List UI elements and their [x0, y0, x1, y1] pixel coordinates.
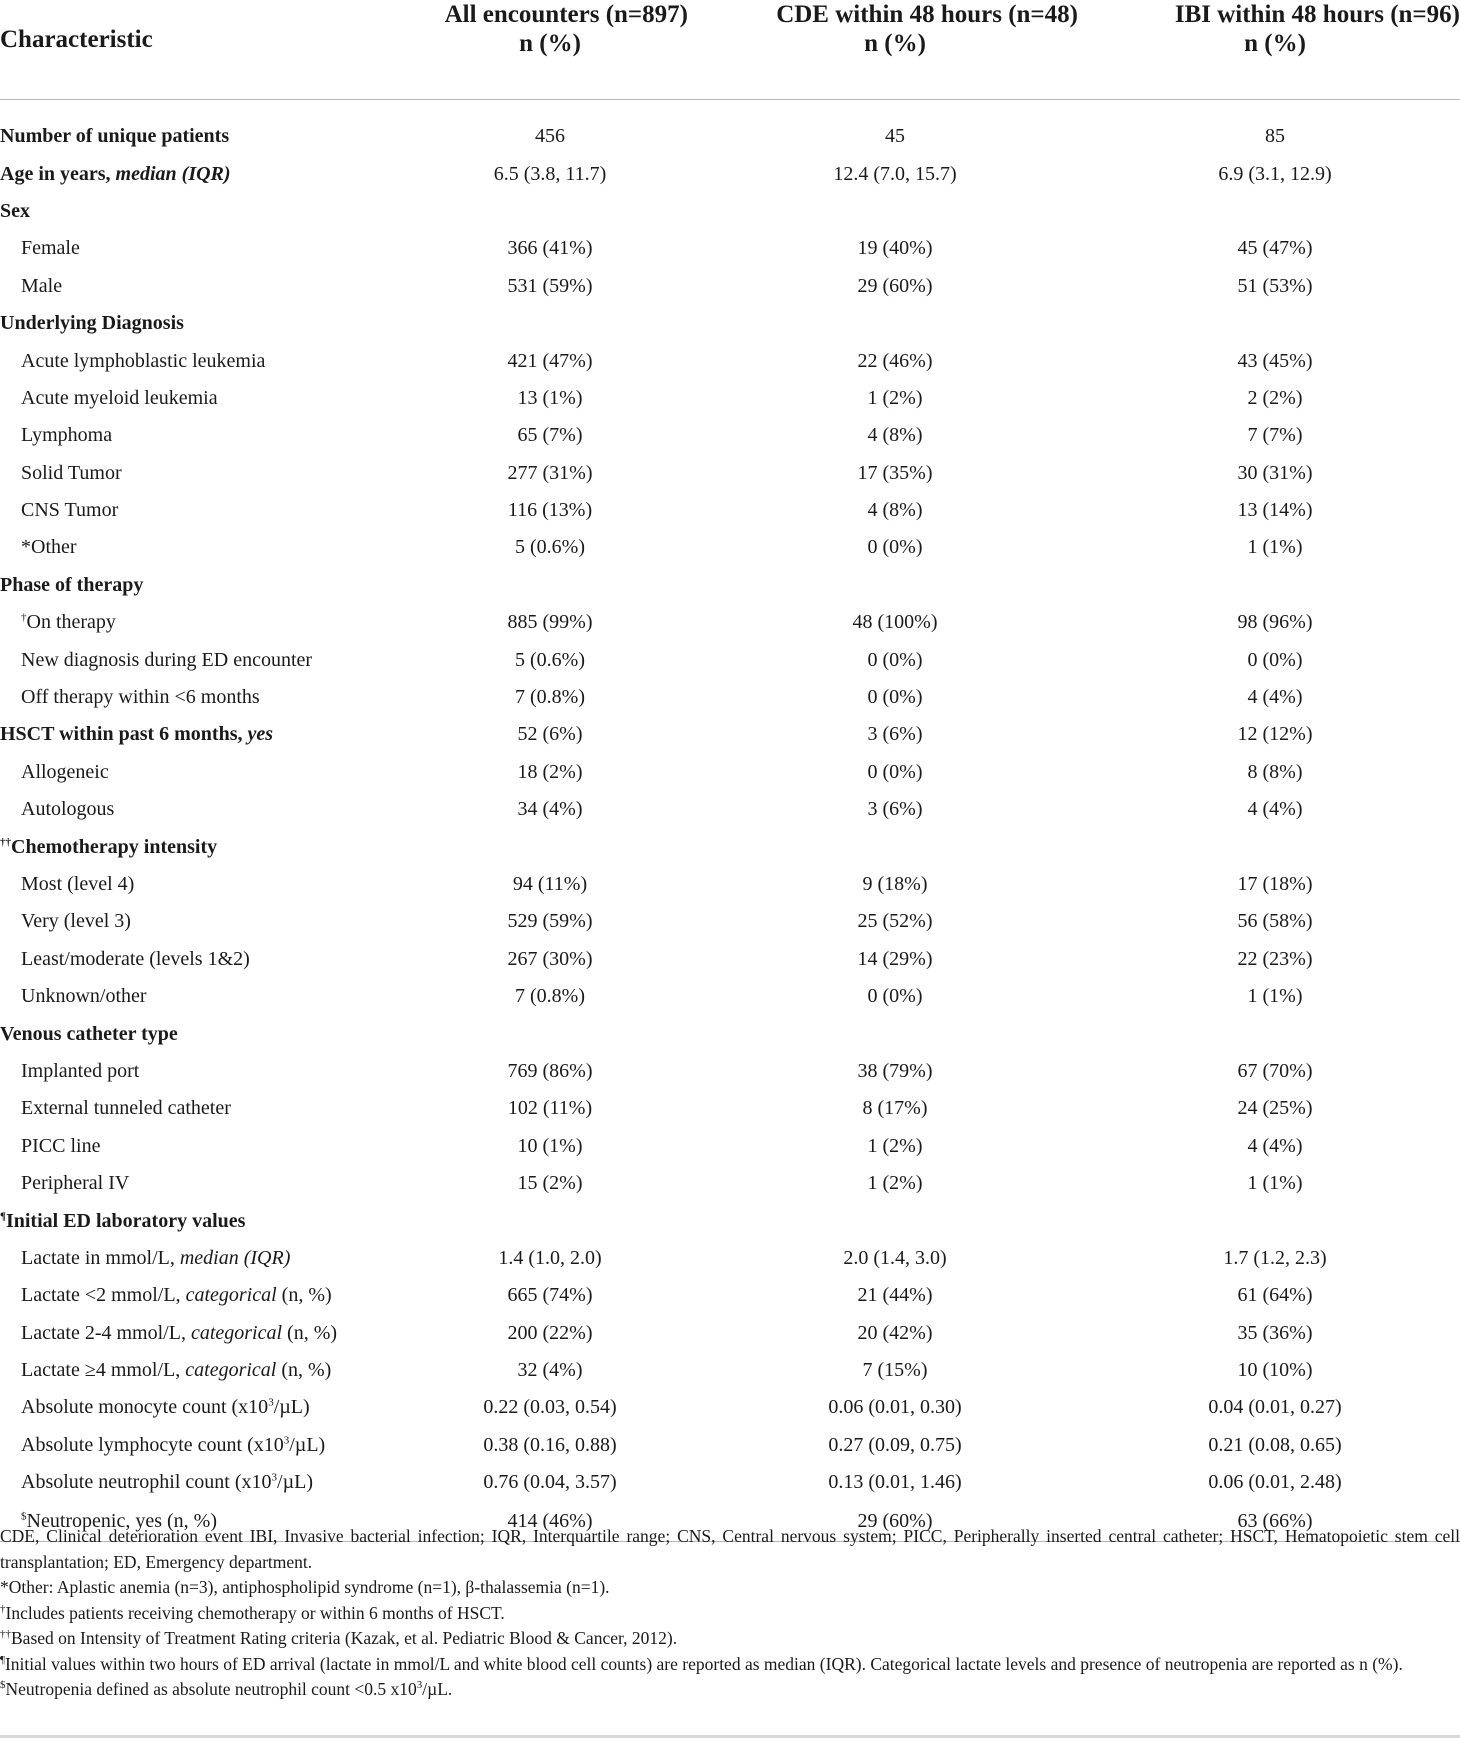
cell-value: [700, 305, 1090, 342]
footnote: [0, 1601, 1460, 1627]
row-label: [0, 679, 400, 716]
cell-value: 85: [1265, 125, 1285, 148]
footnote-marker: ¶: [0, 1653, 5, 1666]
label-text: Absolute lymphocyte count (x10: [21, 1433, 284, 1456]
cell-value: 45 (47%): [1237, 237, 1313, 260]
cell-value: 22 (46%): [857, 349, 933, 372]
table-row: [0, 529, 1460, 566]
label-text: Number of unique patients: [0, 125, 230, 148]
row-label: [0, 1427, 400, 1464]
label-text: Underlying Diagnosis: [0, 312, 184, 335]
row-label: [0, 828, 400, 865]
label-text: Venous catheter type: [0, 1022, 178, 1045]
cell-value: 0 (0%): [867, 686, 923, 709]
cell-value: 29 (60%): [700, 1501, 1090, 1542]
table-row: [0, 679, 1460, 716]
table-row: [0, 1240, 1460, 1277]
cell-value: 25 (52%): [857, 910, 933, 933]
label-text: Phase of therapy: [0, 573, 144, 596]
footnote-marker: ††: [0, 835, 11, 848]
table-row: [0, 1315, 1460, 1352]
table-row: [0, 903, 1460, 940]
cell-value: [400, 1202, 700, 1239]
cell-value: 22 (23%): [1237, 947, 1313, 970]
label-text: PICC line: [21, 1134, 101, 1157]
cell-value: 456: [535, 125, 565, 148]
cell-value: 0.04 (0.01, 0.27): [1208, 1396, 1342, 1419]
unit-superscript: 3: [416, 1679, 423, 1692]
row-label: [0, 604, 400, 641]
cell-value: 1 (1%): [1247, 985, 1303, 1008]
label-text: Unknown/other: [21, 985, 147, 1008]
row-label: [0, 1128, 400, 1165]
header-cde: CDE within 48 hours (n=48) n (%): [700, 0, 1090, 100]
cell-value: 15 (2%): [517, 1172, 583, 1195]
label-text: Acute lymphoblastic leukemia: [21, 349, 266, 372]
cell-value: 51 (53%): [1237, 274, 1313, 297]
cell-value: 17 (35%): [857, 461, 933, 484]
cell-value: 12.4 (7.0, 15.7): [833, 162, 957, 185]
row-label: [0, 1277, 400, 1314]
cell-value: [1090, 305, 1460, 342]
cell-value: 769 (86%): [507, 1059, 593, 1082]
cell-value: 0.21 (0.08, 0.65): [1208, 1433, 1342, 1456]
cell-value: 414 (46%): [400, 1501, 700, 1542]
table-row: [0, 1427, 1460, 1464]
cell-value: [700, 828, 1090, 865]
label-text: Chemotherapy intensity: [11, 835, 218, 858]
label-text: Sex: [0, 199, 30, 222]
footnote: [0, 1524, 1460, 1575]
cell-value: 885 (99%): [507, 611, 593, 634]
cell-value: 0 (0%): [867, 985, 923, 1008]
footnote-text: Includes patients receiving chemotherapy or within 6 months of HSCT.: [5, 1602, 505, 1623]
header-all-encounters: All encounters (n=897) n (%): [400, 0, 700, 100]
cell-value: 0.38 (0.16, 0.88): [483, 1433, 617, 1456]
table-row: [0, 417, 1460, 454]
footnote: [0, 1626, 1460, 1652]
label-emphasis: median (IQR): [179, 1246, 291, 1269]
cell-value: 9 (18%): [862, 873, 928, 895]
label-text: Female: [21, 237, 80, 260]
label-tail: (n, %): [276, 1359, 332, 1382]
row-label: [0, 1165, 400, 1202]
cell-value: 30 (31%): [1237, 461, 1313, 484]
table-row: [0, 941, 1460, 978]
row-label: [0, 118, 400, 155]
cell-value: 1 (2%): [867, 1134, 923, 1157]
label-emphasis: categorical: [190, 1321, 283, 1344]
label-text: Solid Tumor: [21, 461, 122, 484]
header-ibi: IBI within 48 hours (n=96) n (%): [1090, 0, 1460, 100]
cell-value: 0 (0%): [867, 648, 923, 671]
table-row: [0, 1015, 1460, 1052]
cell-value: 7 (7%): [1247, 424, 1303, 447]
cell-value: 61 (64%): [1237, 1284, 1313, 1307]
row-label: [0, 903, 400, 940]
footnote-marker: $: [21, 1510, 27, 1523]
table-row: [0, 791, 1460, 828]
label-text: Initial ED laboratory values: [5, 1209, 246, 1232]
footnote: [0, 1677, 1460, 1703]
footnote-text: *Other: Aplastic anemia (n=3), antiphospholipid syndrome (n=1), β-thalassemia (n=1).: [0, 1577, 610, 1597]
cell-value: [400, 1015, 700, 1052]
table-row: [0, 866, 1460, 903]
table-row: [0, 342, 1460, 379]
table-row: [0, 604, 1460, 641]
row-label: [0, 1464, 400, 1501]
cell-value: 421 (47%): [507, 349, 593, 372]
row-label: [0, 791, 400, 828]
cell-value: 35 (36%): [1237, 1321, 1313, 1344]
table-row: [0, 305, 1460, 342]
table-row: [0, 230, 1460, 267]
cell-value: 24 (25%): [1237, 1097, 1313, 1120]
footnote-marker: †: [21, 611, 27, 624]
label-text: Acute myeloid leukemia: [21, 386, 218, 409]
cell-value: 34 (4%): [517, 798, 583, 821]
label-text: Age in years,: [0, 162, 116, 185]
table-row: [0, 828, 1460, 865]
label-text: Autologous: [21, 798, 115, 821]
cell-value: 0.22 (0.03, 0.54): [483, 1396, 617, 1419]
cell-value: 12 (12%): [1237, 723, 1313, 746]
cell-value: 4 (8%): [867, 499, 923, 522]
table-row: [0, 1128, 1460, 1165]
table-row: [0, 1165, 1460, 1202]
row-label: [0, 941, 400, 978]
cell-value: 0 (0%): [867, 536, 923, 559]
cell-value: [700, 193, 1090, 230]
cell-value: 267 (30%): [507, 947, 593, 970]
table-row: [0, 1053, 1460, 1090]
cell-value: 13 (14%): [1237, 499, 1313, 522]
cell-value: 14 (29%): [857, 947, 933, 970]
cell-value: 17 (18%): [1237, 873, 1313, 895]
cell-value: 1.7 (1.2, 2.3): [1223, 1246, 1327, 1269]
row-label: [0, 1352, 400, 1389]
cell-value: 531 (59%): [507, 274, 593, 297]
table-row: [0, 641, 1460, 678]
cell-value: 4 (8%): [867, 424, 923, 447]
row-label: [0, 1389, 400, 1426]
row-label: [0, 380, 400, 417]
table-row: [0, 567, 1460, 604]
row-label: [0, 268, 400, 305]
cell-value: 94 (11%): [512, 873, 588, 895]
unit-superscript: 3: [283, 1434, 290, 1447]
label-text: Least/moderate (levels 1&2): [21, 947, 250, 970]
cell-value: 19 (40%): [857, 237, 933, 260]
cell-value: 52 (6%): [517, 723, 583, 746]
row-label: [0, 754, 400, 791]
table-header: [0, 0, 1460, 100]
cell-value: [700, 1015, 1090, 1052]
label-text: Lactate ≥4 mmol/L,: [21, 1359, 186, 1382]
cell-value: 4 (4%): [1247, 1134, 1303, 1157]
footnote-tail: /µL.: [422, 1679, 453, 1699]
row-label: [0, 641, 400, 678]
footnote: [0, 1575, 1460, 1601]
label-text: *Other: [21, 536, 77, 559]
cell-value: 0.06 (0.01, 2.48): [1208, 1471, 1342, 1494]
label-text: Lactate in mmol/L,: [21, 1246, 180, 1269]
cell-value: [700, 567, 1090, 604]
label-tail: /µL): [289, 1433, 326, 1456]
label-text: Implanted port: [21, 1059, 140, 1082]
cell-value: 116 (13%): [507, 499, 593, 522]
label-emphasis: median (IQR): [115, 162, 231, 185]
unit-superscript: 3: [271, 1471, 278, 1484]
cell-value: [400, 828, 700, 865]
cell-value: 200 (22%): [507, 1321, 593, 1344]
label-emphasis: categorical: [185, 1359, 277, 1382]
cell-value: 48 (100%): [852, 611, 938, 634]
cell-value: 2 (2%): [1247, 386, 1303, 409]
cell-value: 366 (41%): [507, 237, 593, 260]
row-label: [0, 342, 400, 379]
cell-value: 1 (2%): [867, 1172, 923, 1195]
cell-value: [1090, 1202, 1460, 1239]
cell-value: 4 (4%): [1247, 686, 1303, 709]
footnote-marker: †: [0, 1602, 6, 1615]
table-row: [0, 455, 1460, 492]
cell-value: [1090, 193, 1460, 230]
table-row: [0, 1202, 1460, 1239]
cell-value: 21 (44%): [857, 1284, 933, 1307]
cell-value: 7 (15%): [862, 1359, 928, 1382]
cell-value: 8 (8%): [1247, 760, 1303, 783]
cell-value: 277 (31%): [507, 461, 593, 484]
cell-value: 7 (0.8%): [515, 985, 585, 1008]
cell-value: 5 (0.6%): [515, 648, 585, 671]
row-label: [0, 155, 400, 192]
cell-value: 45: [885, 125, 905, 148]
footnote-marker: $: [0, 1679, 6, 1692]
table-row: [0, 380, 1460, 417]
row-label: [0, 193, 400, 230]
cell-value: 4 (4%): [1247, 798, 1303, 821]
row-label: [0, 305, 400, 342]
table-row: [0, 1464, 1460, 1501]
row-label: [0, 1015, 400, 1052]
footnote-text: Based on Intensity of Treatment Rating criteria (Kazak, et al. Pediatric Blood & Cancer, 2012).: [11, 1628, 678, 1648]
row-label: [0, 978, 400, 1015]
label-text: Lymphoma: [21, 424, 113, 447]
label-text: Lactate <2 mmol/L,: [21, 1284, 186, 1307]
cell-value: 20 (42%): [857, 1321, 933, 1344]
cell-value: 3 (6%): [867, 798, 923, 821]
row-label: [0, 1090, 400, 1127]
cell-value: 1 (1%): [1247, 1172, 1303, 1195]
cell-value: 56 (58%): [1237, 910, 1313, 933]
table-row: [0, 118, 1460, 155]
cell-value: [400, 305, 700, 342]
cell-value: [1090, 567, 1460, 604]
table-row: [0, 716, 1460, 753]
cell-value: 0.06 (0.01, 0.30): [828, 1396, 962, 1419]
label-text: Allogeneic: [21, 760, 109, 783]
cell-value: 10 (1%): [517, 1134, 583, 1157]
cell-value: [400, 567, 700, 604]
cell-value: 0 (0%): [1247, 648, 1303, 671]
footnote-text: Neutropenia defined as absolute neutrophil count <0.5 x10: [5, 1679, 417, 1699]
row-label: [0, 492, 400, 529]
table-row: [0, 268, 1460, 305]
label-text: Male: [21, 274, 63, 297]
cell-value: 43 (45%): [1237, 349, 1313, 372]
row-label: [0, 230, 400, 267]
label-emphasis: yes: [247, 723, 274, 746]
cell-value: 6.9 (3.1, 12.9): [1218, 162, 1332, 185]
table-row: [0, 1277, 1460, 1314]
label-emphasis: categorical: [185, 1284, 277, 1307]
label-text: External tunneled catheter: [21, 1097, 231, 1120]
row-label: [0, 1315, 400, 1352]
cell-value: [400, 193, 700, 230]
cell-value: [700, 1202, 1090, 1239]
cell-value: 665 (74%): [507, 1284, 593, 1307]
cell-value: 32 (4%): [517, 1359, 583, 1382]
cell-value: 2.0 (1.4, 3.0): [843, 1246, 947, 1269]
label-text: On therapy: [26, 611, 116, 634]
label-tail: (n, %): [282, 1321, 338, 1344]
label-text: CNS Tumor: [21, 499, 119, 522]
label-text: Very (level 3): [21, 910, 131, 933]
row-label: [0, 1240, 400, 1277]
label-tail: /µL): [277, 1471, 313, 1494]
label-text: Absolute neutrophil count (x10: [21, 1471, 272, 1494]
cell-value: 18 (2%): [517, 760, 583, 783]
header-characteristic: Characteristic: [0, 0, 400, 100]
cell-value: 1.4 (1.0, 2.0): [498, 1246, 602, 1269]
cell-value: 0.27 (0.09, 0.75): [828, 1433, 962, 1456]
row-label: [0, 417, 400, 454]
cell-value: 38 (79%): [857, 1059, 933, 1082]
footnote-marker: ††: [0, 1628, 11, 1641]
row-label: [0, 716, 400, 753]
row-label: [0, 455, 400, 492]
cell-value: 13 (1%): [517, 386, 583, 409]
table-row: [0, 978, 1460, 1015]
cell-value: 0.76 (0.04, 3.57): [483, 1471, 617, 1494]
footnote-text: CDE, Clinical deterioration event IBI, Invasive bacterial infection; IQR, Interquartile range; CNS, Central nervous system; PICC, Peripherally inserted central catheter; HSCT, Hematopoietic stem cell transplantation; ED, Emergency department.: [0, 1526, 1460, 1572]
cell-value: 3 (6%): [867, 723, 923, 746]
label-text: New diagnosis during ED encounter: [21, 648, 313, 671]
cell-value: 1 (2%): [867, 386, 923, 409]
label-tail: /µL): [273, 1396, 310, 1419]
table-row: [0, 1389, 1460, 1426]
label-text: Neutropenic, yes (n, %): [26, 1509, 217, 1532]
label-text: Peripheral IV: [21, 1172, 130, 1195]
row-label: [0, 529, 400, 566]
table-row: [0, 1352, 1460, 1389]
cell-value: 529 (59%): [507, 910, 593, 933]
row-label: [0, 1202, 400, 1239]
cell-value: 6.5 (3.8, 11.7): [493, 162, 607, 185]
footnote: [0, 1652, 1460, 1678]
table-footnotes: [0, 1524, 1460, 1703]
cell-value: [1090, 1015, 1460, 1052]
table-row: [0, 155, 1460, 192]
label-text: Absolute monocyte count (x10: [21, 1396, 269, 1419]
label-text: Most (level 4): [21, 873, 135, 895]
table-row: [0, 193, 1460, 230]
row-label: [0, 1053, 400, 1090]
cell-value: 67 (70%): [1237, 1059, 1313, 1082]
cell-value: 5 (0.6%): [515, 536, 585, 559]
label-text: HSCT within past 6 months,: [0, 723, 248, 746]
cell-value: 102 (11%): [507, 1097, 593, 1120]
table-row: [0, 492, 1460, 529]
footnote-marker: ¶: [0, 1209, 6, 1222]
cell-value: 29 (60%): [857, 274, 933, 297]
label-tail: (n, %): [276, 1284, 332, 1307]
cell-value: 0 (0%): [867, 760, 923, 783]
table-row: [0, 754, 1460, 791]
cell-value: 98 (96%): [1237, 611, 1313, 634]
cell-value: 1 (1%): [1247, 536, 1303, 559]
row-label: [0, 567, 400, 604]
table-body: [0, 100, 1460, 1542]
cell-value: 63 (66%): [1090, 1501, 1460, 1542]
cell-value: 0.13 (0.01, 1.46): [828, 1471, 962, 1494]
cell-value: 7 (0.8%): [515, 686, 585, 709]
cell-value: 65 (7%): [517, 424, 583, 447]
footnote-text: Initial values within two hours of ED arrival (lactate in mmol/L and white blood cell counts) are reported as median (IQR). Categorical lactate levels and presence of neutropenia are reported as n (%).: [4, 1653, 1403, 1674]
cell-value: 8 (17%): [862, 1097, 928, 1120]
label-text: Off therapy within <6 months: [21, 686, 260, 709]
cell-value: 10 (10%): [1237, 1359, 1313, 1382]
unit-superscript: 3: [268, 1396, 274, 1409]
row-label: [0, 866, 400, 903]
label-text: Lactate 2-4 mmol/L,: [21, 1321, 191, 1344]
cell-value: [1090, 828, 1460, 865]
table-row: [0, 1090, 1460, 1127]
